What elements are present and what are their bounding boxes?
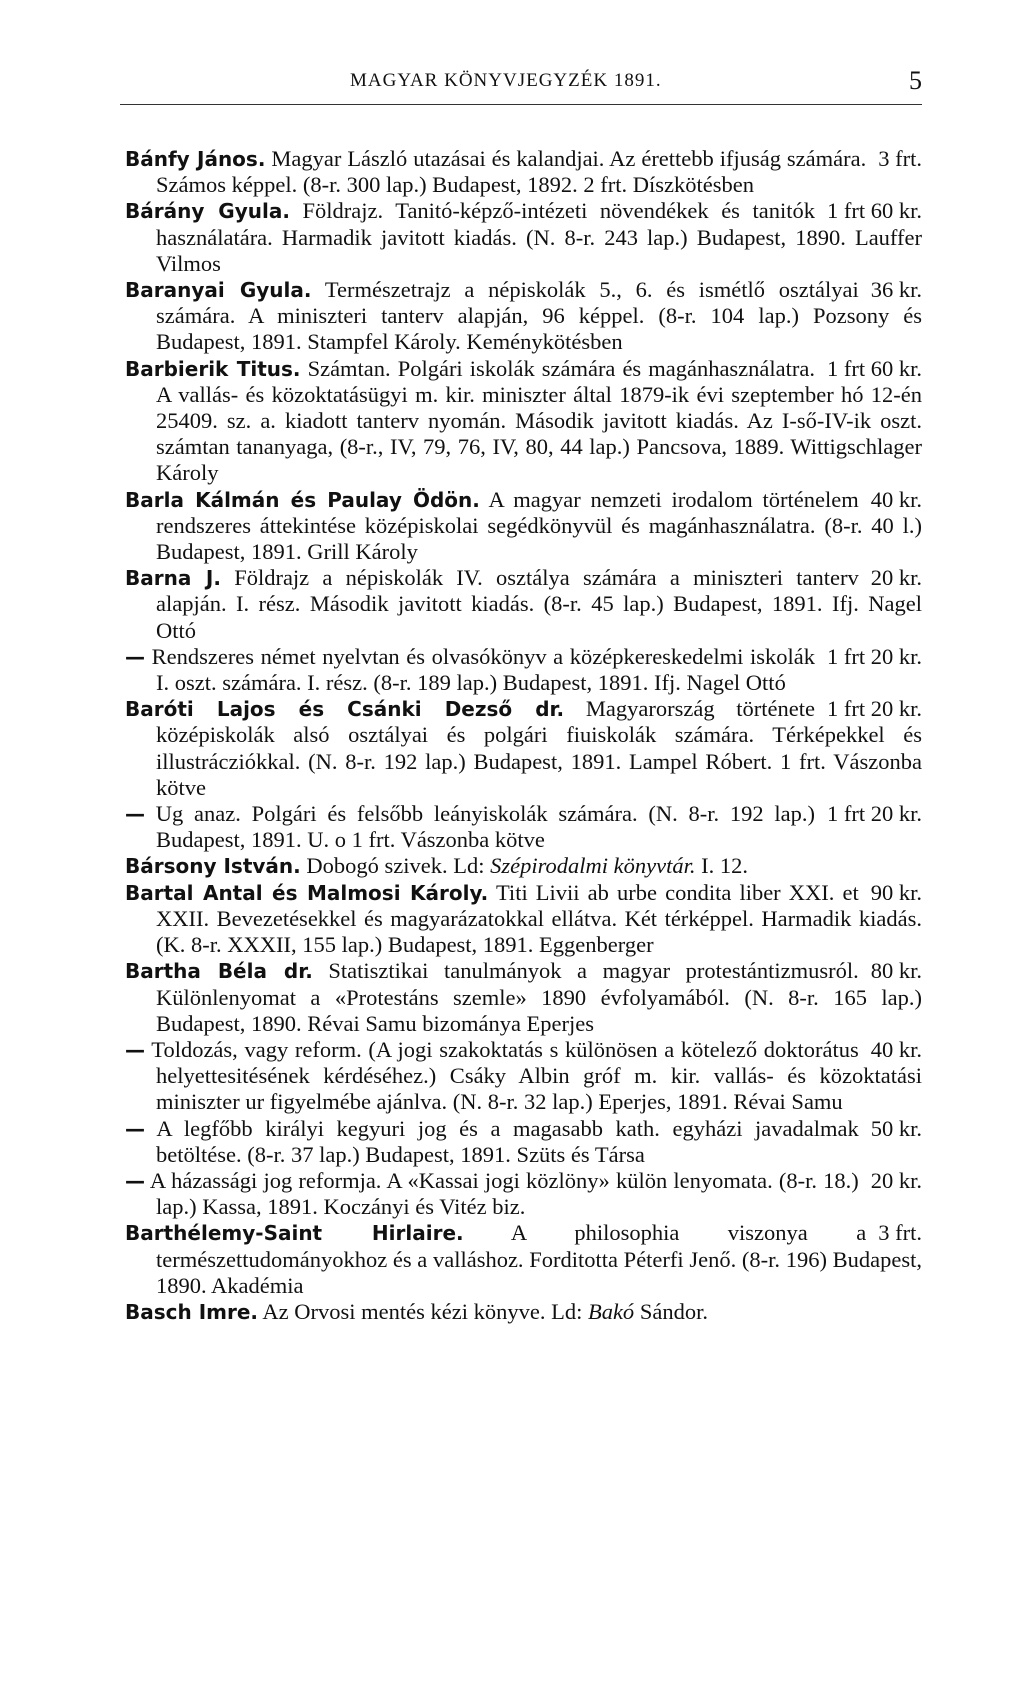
entry-price: 1 frt 20 kr.: [827, 696, 922, 722]
entry-price: 1 frt 20 kr.: [827, 801, 922, 827]
entry-price: 40 kr.: [870, 1036, 922, 1062]
entry-text: Földrajz. Tanitó-képző-intézeti növendékek és tanitók használatára. Harmadik javitott kiadás. (N. 8-r. 243 lap.) Budapest, 1890. Lauffer Vilmos: [156, 198, 922, 276]
entry-text: A házassági jog reformja. A «Kassai jogi közlöny» külön lenyomata. (8-r. 18.) lap.) Kassa, 1891. Koczányi és Vitéz biz.: [149, 1167, 859, 1220]
bibliography-entry: [125, 1037, 922, 1116]
entry-author: Basch Imre.: [125, 1299, 259, 1324]
bibliography-list: [125, 146, 922, 1325]
entry-reference: Szépirodalmi könyvtár.: [490, 853, 696, 879]
entry-price: 1 frt 20 kr.: [827, 643, 922, 669]
entry-price: 1 frt 60 kr.: [827, 355, 922, 381]
entry-text: A magyar nemzeti irodalom történelem rendszeres áttekintése középiskolai segédkönyvül és magánhasználatra. (8-r. 40 l.) Budapest, 1891. Grill Károly: [156, 486, 922, 565]
entry-price: 3 frt.: [878, 1220, 922, 1246]
bibliography-entry: [125, 277, 922, 356]
entry-reference-tail: Sándor.: [639, 1298, 708, 1324]
entry-text: Magyar László utazásai és kalandjai. Az érettebb ifjuság számára. Számos képpel. (8-r. 300 lap.) Budapest, 1892. 2 frt. Díszkötésben: [156, 146, 867, 198]
entry-text: Természetrajz a népiskolák 5., 6. és ismétlő osztályai számára. A miniszteri tanterv alapján, 96 képpel. (8-r. 104 lap.) Pozsony és Budapest, 1891. Stampfel Károly. Keménykötésben: [156, 277, 922, 355]
entry-text: Számtan. Polgári iskolák számára és magánhasználatra. A vallás- és közoktatásügyi m. kir. miniszter által 1879-ik évi szeptember hó 12-én 25409. sz. a. kiadott tanterv nyomán. Második javitott kiadás. Az I-ső-IV-ik oszt. számtan tananyaga, (8-r., IV, 79, 76, IV, 80, 44 lap.) Pancsova, 1889. Wittigschlager Károly: [156, 355, 922, 486]
bibliography-entry: [125, 356, 922, 487]
entry-price: 40 kr.: [870, 486, 922, 512]
entry-text: Titi Livii ab urbe condita liber XXI. et XXII. Bevezetésekkel és magyarázatokkal ellátva. Két térképpel. Harmadik kiadás. (K. 8-r. XXXII, 155 lap.) Budapest, 1891. Eggenberger: [156, 879, 922, 958]
entry-author: Baranyai Gyula.: [125, 278, 312, 303]
entry-price: 90 kr.: [870, 879, 922, 905]
bibliography-entry: [125, 880, 922, 959]
entry-reference-tail: I. 12.: [701, 853, 749, 879]
entry-text: Magyarország története középiskolák alsó osztályai és polgári fiuiskolák számára. Térképekkel és illustrácziókkal. (N. 8-r. 192 lap.) Budapest, 1891. Lampel Róbert. 1 frt. Vászonba kötve: [156, 696, 922, 800]
entry-price: 20 kr.: [870, 565, 922, 591]
bibliography-entry: [125, 1220, 922, 1299]
entry-text: Dobogó szivek. Ld:: [306, 853, 485, 879]
entry-text: Statisztikai tanulmányok a magyar protestántizmusról. Különlenyomat a «Protestáns szemle» 1890 évfolyamából. (N. 8-r. 165 lap.) Budapest, 1890. Révai Samu bizománya Eperjes: [156, 958, 922, 1036]
page-number: 5: [909, 66, 922, 95]
entry-text: A philosophia viszonya a természettudományokhoz és a valláshoz. Forditotta Péterfi Jenő. (8-r. 196) Budapest, 1890. Akadémia: [156, 1220, 922, 1298]
header-rule: [120, 104, 922, 105]
entry-price: 3 frt.: [878, 146, 922, 171]
entry-text: Földrajz a népiskolák IV. osztálya számára a miniszteri tanterv alapján. I. rész. Második javitott kiadás. (8-r. 45 lap.) Budapest, 1891. Ifj. Nagel Ottó: [156, 565, 922, 643]
entry-author: —: [125, 644, 145, 669]
entry-author: Barthélemy-Saint Hirlaire.: [125, 1221, 464, 1246]
entry-reference: Bakó: [587, 1298, 635, 1324]
bibliography-entry: [125, 644, 922, 696]
entry-author: Barla Kálmán és Paulay Ödön.: [125, 487, 480, 512]
page-header: [120, 64, 924, 104]
entry-text: Rendszeres német nyelvtan és olvasókönyv a középkereskedelmi iskolák I. oszt. számára. I. rész. (8-r. 189 lap.) Budapest, 1891. Ifj. Nagel Ottó: [151, 643, 815, 696]
entry-author: Bartha Béla dr.: [125, 959, 313, 984]
bibliography-entry: [125, 1116, 922, 1168]
bibliography-entry: [125, 853, 922, 879]
entry-author: —: [125, 1037, 145, 1062]
bibliography-entry: [125, 801, 922, 853]
bibliography-entry: [125, 1168, 922, 1220]
bibliography-entry: [125, 958, 922, 1037]
bibliography-entry: [125, 565, 922, 644]
entry-price: 20 kr.: [870, 1167, 922, 1193]
entry-author: Bánfy János.: [125, 147, 266, 171]
entry-text: Az Orvosi mentés kézi könyve. Ld:: [262, 1298, 583, 1324]
entry-author: Barbierik Titus.: [125, 356, 301, 381]
bibliography-entry: [125, 1299, 922, 1325]
bibliography-entry: [125, 696, 922, 801]
entry-author: Baróti Lajos és Csánki Dezső dr.: [125, 697, 565, 722]
entry-author: Bársony István.: [125, 854, 301, 879]
entry-text: Toldozás, vagy reform. (A jogi szakoktatás s különösen a kötelező doktorátus helyettesitésének kérdéséhez.) Csáky Albin gróf m. kir. vallás- és közoktatási miniszter ur figyelmébe ajánlva. (N. 8-r. 32 lap.) Eperjes, 1891. Révai Samu: [151, 1036, 922, 1115]
bibliography-entry: [125, 487, 922, 566]
bibliography-entry: [125, 198, 922, 277]
entry-author: Barna J.: [125, 566, 221, 591]
entry-price: 80 kr.: [870, 958, 922, 984]
entry-author: —: [125, 1168, 145, 1193]
entry-author: —: [125, 802, 145, 827]
running-title: MAGYAR KÖNYVJEGYZÉK 1891.: [350, 70, 662, 91]
entry-text: A legfőbb királyi kegyuri jog és a magasabb kath. egyházi javadalmak betöltése. (8-r. 37 lap.) Budapest, 1891. Szüts és Társa: [156, 1115, 859, 1167]
entry-price: 36 kr.: [870, 277, 922, 303]
entry-price: 1 frt 60 kr.: [827, 198, 922, 224]
entry-price: 50 kr.: [870, 1115, 922, 1141]
entry-text: Ug anaz. Polgári és felsőbb leányiskolák számára. (N. 8-r. 192 lap.) Budapest, 1891. U. o 1 frt. Vászonba kötve: [155, 801, 815, 853]
entry-author: Bárány Gyula.: [125, 199, 290, 224]
bibliography-entry: [125, 146, 922, 198]
entry-author: —: [125, 1116, 145, 1141]
entry-author: Bartal Antal és Malmosi Károly.: [125, 880, 489, 905]
